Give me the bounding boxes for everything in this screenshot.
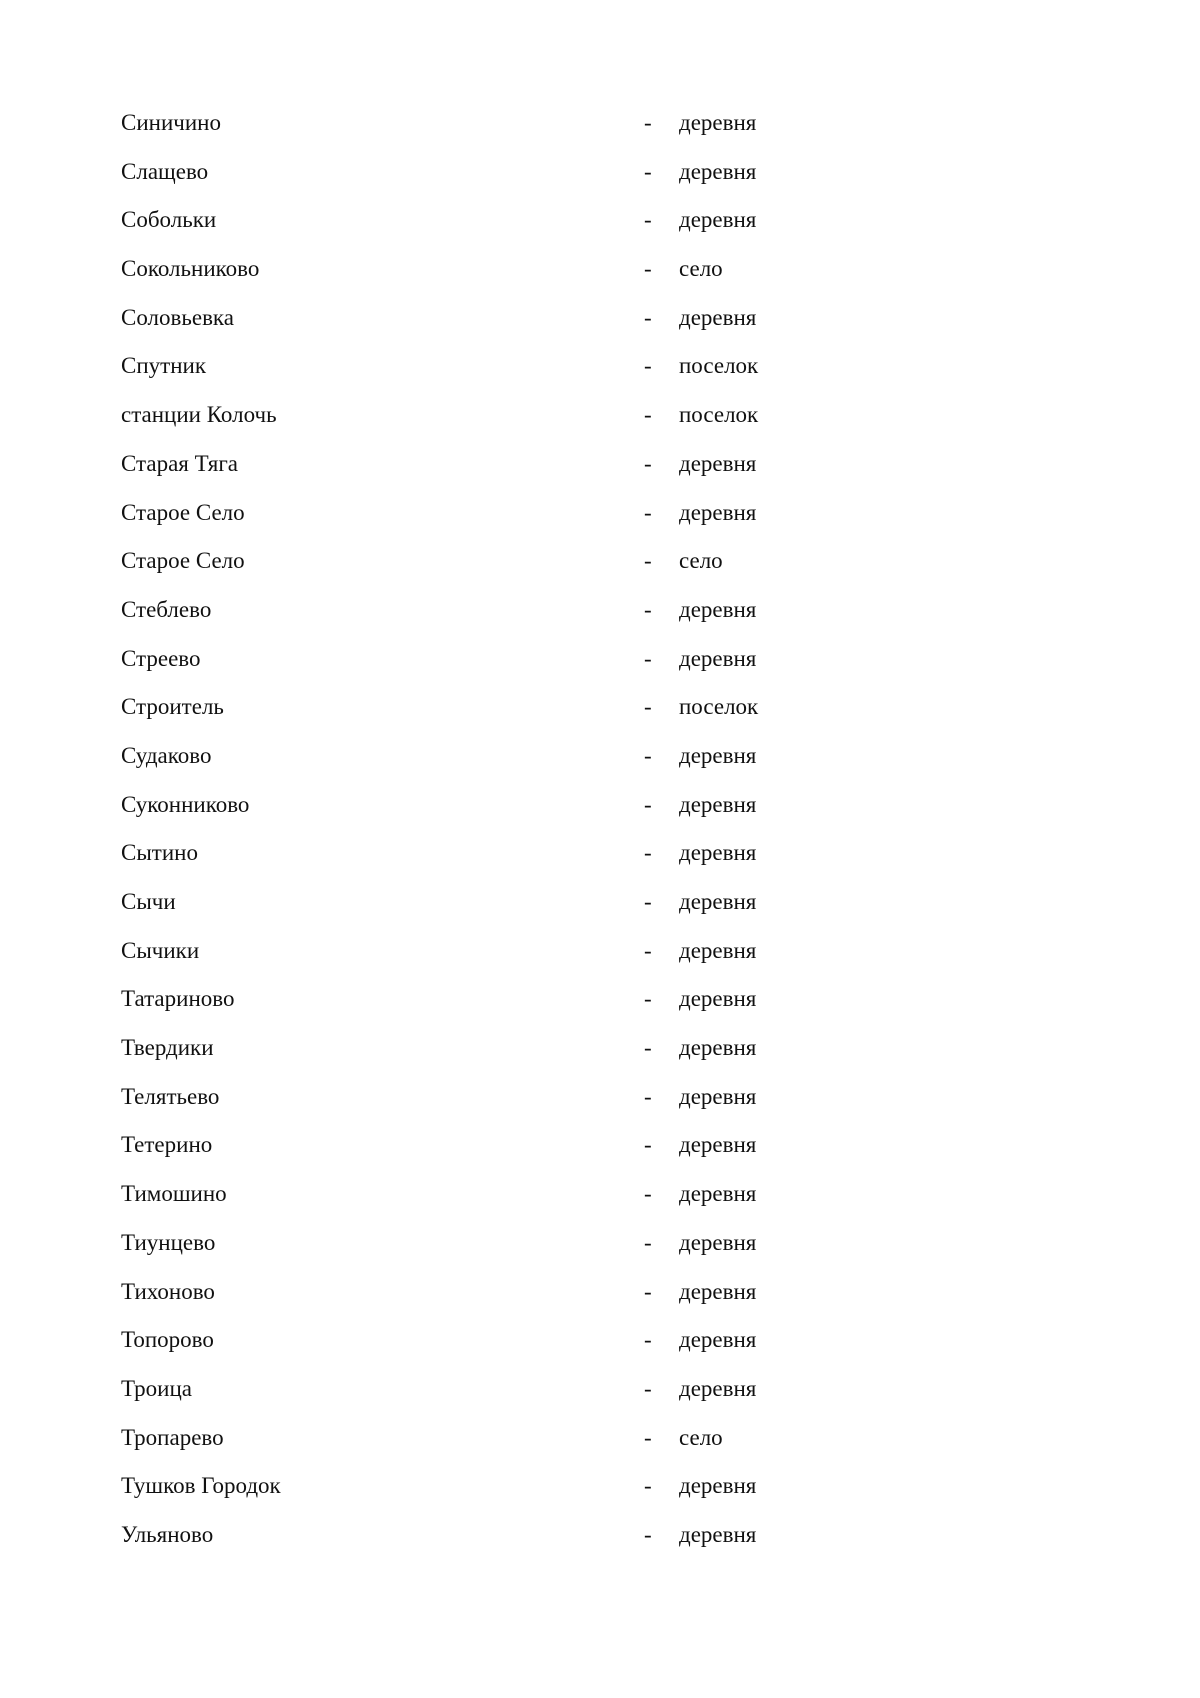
list-item [121,303,821,352]
settlement-name: Собольки [121,207,217,233]
separator-dash: - [644,1521,652,1547]
settlement-name: Сычики [121,937,200,963]
settlement-type: деревня [679,889,757,914]
list-item [121,1471,821,1520]
separator-dash: - [644,1181,652,1207]
list-item [121,741,821,790]
settlement-type: поселок [679,402,759,428]
settlement-type: поселок [679,694,759,720]
separator-dash: - [644,548,652,574]
settlement-name: Ульяново [121,1521,214,1547]
settlement-name: Стреево [121,645,201,671]
list-item [121,692,821,741]
list-item [121,936,821,985]
separator-dash: - [644,1083,652,1109]
settlement-name: Татариново [121,986,235,1012]
settlement-type: деревня [679,110,757,135]
list-item [121,1130,821,1179]
separator-dash: - [644,304,652,330]
list-item [121,205,821,254]
settlement-type: деревня [679,1181,757,1207]
settlement-name: Судаково [121,742,212,768]
list-item [121,108,821,157]
settlement-type: деревня [679,645,757,671]
separator-dash: - [644,1278,652,1304]
settlement-type: деревня [679,742,757,768]
settlement-name: Суконниково [121,791,250,817]
separator-dash: - [644,840,652,866]
separator-dash: - [644,986,652,1012]
settlement-type: поселок [679,353,759,379]
list-item [121,595,821,644]
separator-dash: - [644,1132,652,1158]
list-item [121,1179,821,1228]
settlement-type: деревня [679,1327,757,1353]
separator-dash: - [644,1229,652,1255]
settlement-name: Твердики [121,1035,214,1061]
settlement-type: деревня [679,1132,757,1158]
separator-dash: - [644,1473,652,1499]
settlement-name: Строитель [121,694,224,720]
settlement-name: Тропарево [121,1424,224,1450]
list-item [121,546,821,595]
separator-dash: - [644,499,652,525]
list-item [121,887,821,936]
separator-dash: - [644,791,652,817]
settlement-type: село [679,548,723,574]
separator-dash: - [644,158,652,184]
settlement-type: деревня [679,1473,757,1499]
settlement-name: Троица [121,1375,192,1401]
settlement-type: деревня [679,450,757,476]
settlement-type: деревня [679,596,757,622]
settlement-type: деревня [679,840,757,866]
settlement-name: Спутник [121,353,206,379]
separator-dash: - [644,353,652,379]
list-item [121,644,821,693]
settlement-name: Телятьево [121,1083,220,1109]
list-item [121,838,821,887]
list-item [121,498,821,547]
list-item [121,351,821,400]
settlement-type: деревня [679,1229,757,1255]
settlement-list [121,108,821,1569]
settlement-type: деревня [679,1035,757,1061]
settlement-type: деревня [679,1375,757,1401]
separator-dash: - [644,596,652,622]
separator-dash: - [644,450,652,476]
settlement-type: деревня [679,1083,757,1109]
settlement-type: деревня [679,986,757,1012]
settlement-name: Сычи [121,889,176,914]
list-item [121,1520,821,1569]
settlement-name: Старая Тяга [121,450,239,476]
list-item [121,449,821,498]
separator-dash: - [644,694,652,720]
list-item [121,1277,821,1326]
settlement-type: деревня [679,158,757,184]
separator-dash: - [644,889,652,914]
separator-dash: - [644,256,652,282]
list-item [121,157,821,206]
list-item [121,1228,821,1277]
settlement-name: Тетерино [121,1132,213,1158]
list-item [121,1082,821,1131]
separator-dash: - [644,1327,652,1353]
settlement-name: Синичино [121,110,221,135]
settlement-name: Топорово [121,1327,214,1353]
list-item [121,1374,821,1423]
list-item [121,254,821,303]
separator-dash: - [644,402,652,428]
settlement-name: Тихоново [121,1278,215,1304]
settlement-name: станции Колочь [121,402,277,428]
settlement-name: Соловьевка [121,304,234,330]
separator-dash: - [644,742,652,768]
separator-dash: - [644,1035,652,1061]
settlement-type: село [679,256,723,282]
settlement-name: Тимошино [121,1181,227,1207]
list-item [121,1033,821,1082]
settlement-name: Сокольниково [121,256,260,282]
settlement-name: Старое Село [121,548,245,574]
separator-dash: - [644,645,652,671]
list-item [121,1325,821,1374]
settlement-type: деревня [679,1278,757,1304]
list-item [121,984,821,1033]
settlement-type: деревня [679,1521,757,1547]
separator-dash: - [644,1375,652,1401]
separator-dash: - [644,110,652,135]
settlement-type: село [679,1424,723,1450]
settlement-name: Сытино [121,840,198,866]
settlement-type: деревня [679,207,757,233]
settlement-type: деревня [679,791,757,817]
separator-dash: - [644,937,652,963]
settlement-type: деревня [679,304,757,330]
list-item [121,400,821,449]
settlement-name: Стеблево [121,596,212,622]
settlement-type: деревня [679,937,757,963]
separator-dash: - [644,207,652,233]
settlement-name: Тушков Городок [121,1473,281,1499]
settlement-name: Старое Село [121,499,245,525]
settlement-type: деревня [679,499,757,525]
list-item [121,1423,821,1472]
list-item [121,790,821,839]
settlement-name: Слащево [121,158,209,184]
settlement-name: Тиунцево [121,1229,216,1255]
separator-dash: - [644,1424,652,1450]
